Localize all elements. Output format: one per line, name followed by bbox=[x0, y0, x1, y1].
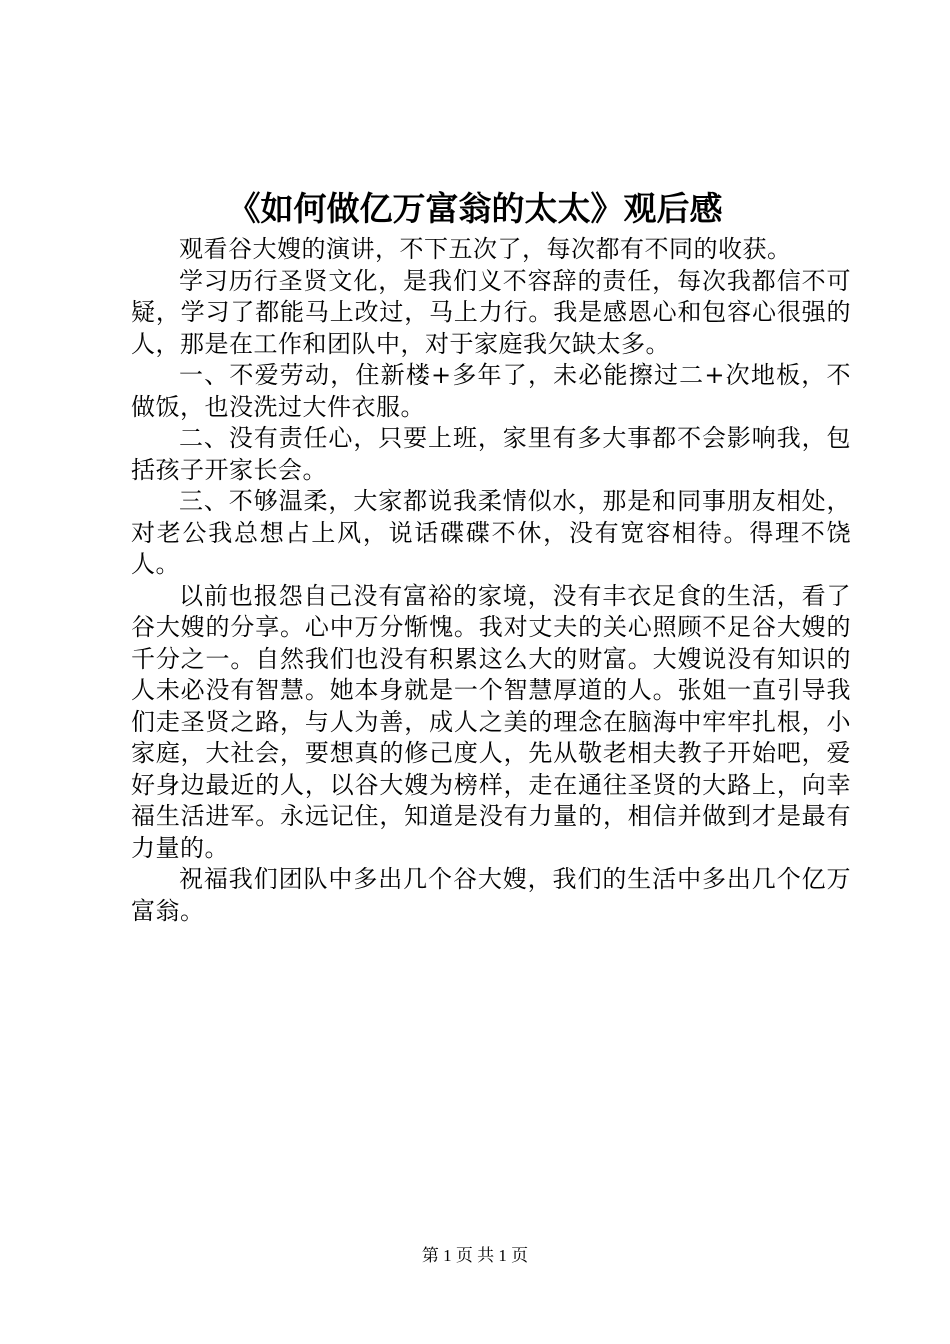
paragraph: 学习历行圣贤文化，是我们义不容辞的责任，每次我都信不可疑，学习了都能马上改过，马上力行。我是感恩心和包容心很强的人，那是在工作和团队中，对于家庭我欠缺太多。 bbox=[131, 266, 851, 358]
paragraph: 祝福我们团队中多出几个谷大嫂，我们的生活中多出几个亿万富翁。 bbox=[131, 865, 851, 925]
paragraph: 一、不爱劳动，住新楼+多年了，未必能擦过二+次地板，不做饭，也没洗过大件衣服。 bbox=[131, 361, 851, 421]
paragraph: 以前也报怨自己没有富裕的家境，没有丰衣足食的生活，看了谷大嫂的分享。心中万分惭愧。我对丈夫的关心照顾不足谷大嫂的千分之一。自然我们也没有积累这么大的财富。大嫂说没有知识的人未必没有智慧。她本身就是一个智慧厚道的人。张姐一直引导我们走圣贤之路，与人为善，成人之美的理念在脑海中牢牢扎根，小家庭，大社会，要想真的修己度人，先从敬老相夫教子开始吧，爱好身边最近的人，以谷大嫂为榜样，走在通往圣贤的大路上，向幸福生活进军。永远记住，知道是没有力量的，相信并做到才是最有力量的。 bbox=[131, 581, 851, 862]
page-footer: 第 1 页 共 1 页 bbox=[421, 1246, 529, 1265]
paragraph: 二、没有责任心，只要上班，家里有多大事都不会影响我，包括孩子开家长会。 bbox=[131, 424, 851, 484]
paragraph: 观看谷大嫂的演讲，不下五次了，每次都有不同的收获。 bbox=[179, 235, 792, 263]
paragraph: 三、不够温柔，大家都说我柔情似水，那是和同事朋友相处，对老公我总想占上风，说话碟碟不休，没有宽容相待。得理不饶人。 bbox=[131, 487, 851, 578]
document-body bbox=[131, 234, 851, 927]
page-title: 《如何做亿万富翁的太太》观后感 bbox=[227, 189, 723, 228]
